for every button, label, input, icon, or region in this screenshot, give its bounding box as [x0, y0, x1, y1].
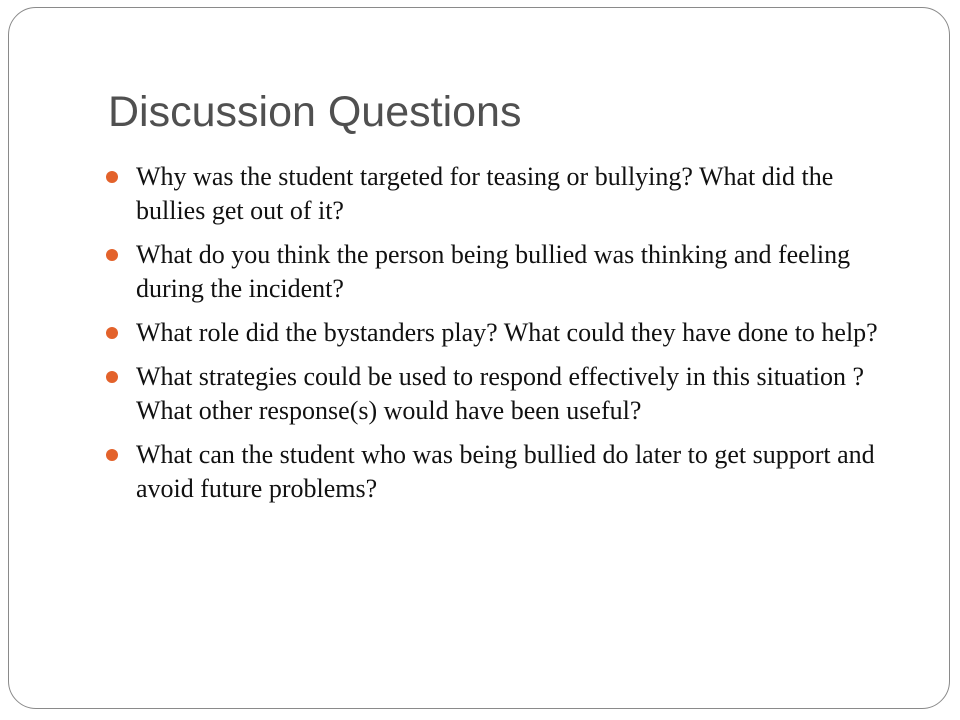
bullet-list [104, 160, 904, 516]
bullet-dot-icon [106, 249, 118, 261]
bullet-item [104, 438, 904, 506]
slide-title: Discussion Questions [108, 88, 522, 136]
bullet-dot-icon [106, 171, 118, 183]
bullet-dot-icon [106, 449, 118, 461]
bullet-item [104, 160, 904, 228]
bullet-text: What role did the bystanders play? What could they have done to help? [136, 318, 878, 347]
bullet-dot-icon [106, 327, 118, 339]
bullet-dot-icon [106, 371, 118, 383]
bullet-text: What strategies could be used to respond effectively in this situation ? What other response(s) would have been useful? [136, 362, 865, 425]
bullet-item [104, 316, 904, 350]
bullet-item [104, 360, 904, 428]
bullet-text: Why was the student targeted for teasing or bullying? What did the bullies get out of it? [136, 162, 834, 225]
bullet-text: What can the student who was being bullied do later to get support and avoid future problems? [136, 440, 875, 503]
bullet-text: What do you think the person being bullied was thinking and feeling during the incident? [136, 240, 851, 303]
bullet-item [104, 238, 904, 306]
